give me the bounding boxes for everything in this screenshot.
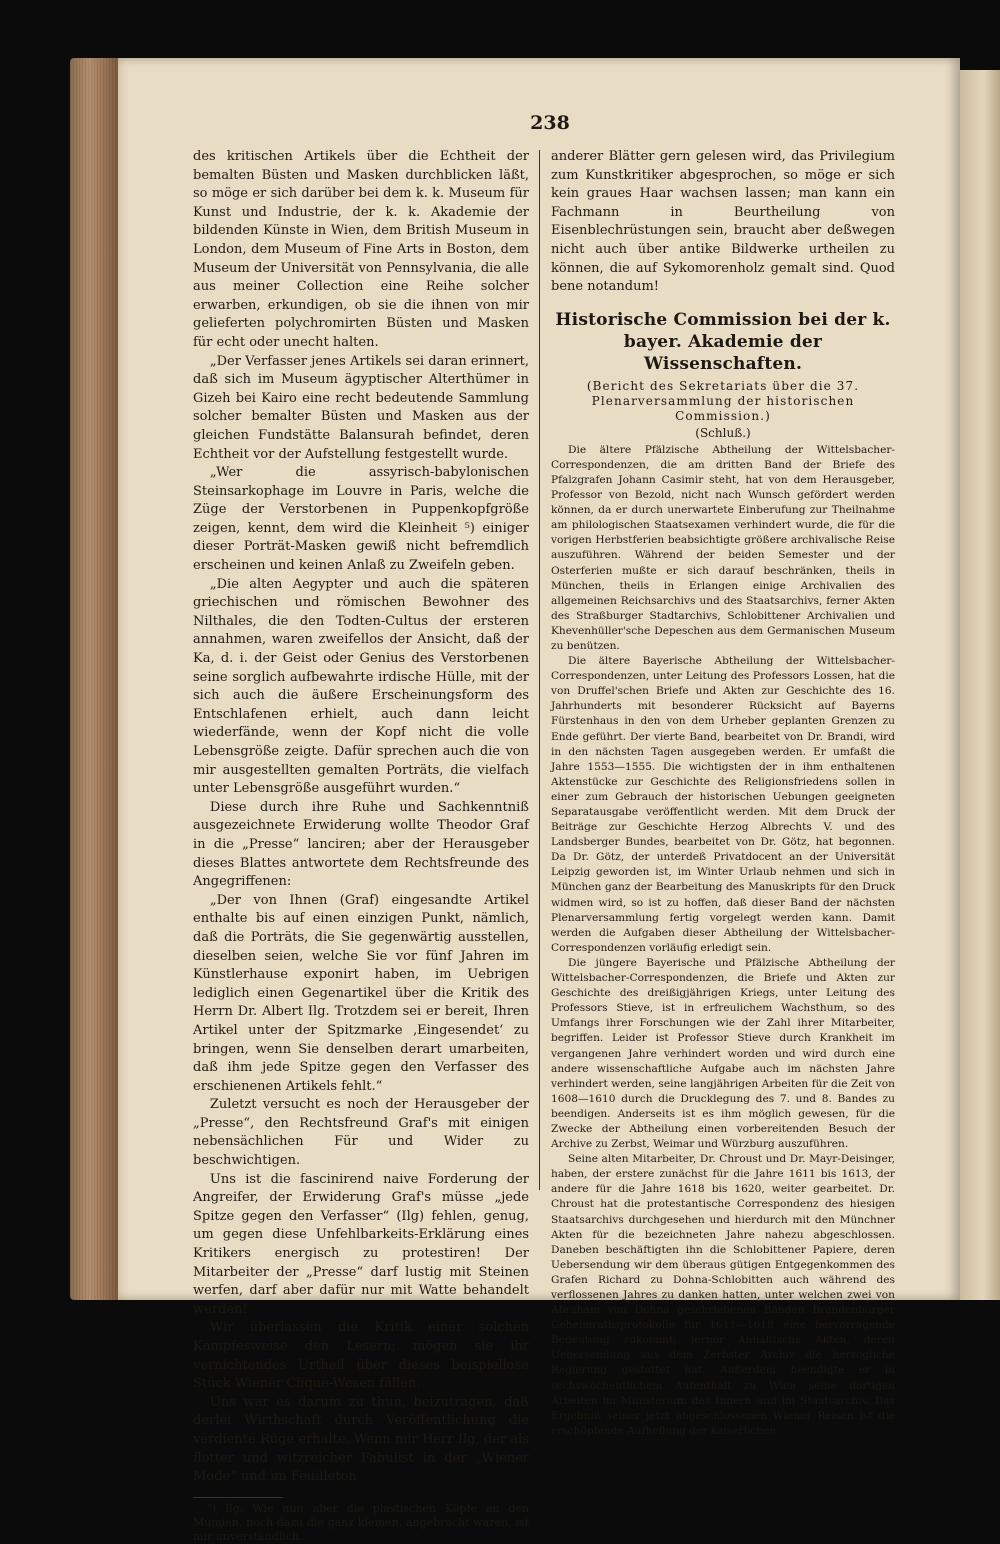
column-divider bbox=[539, 150, 540, 1190]
book-edge bbox=[70, 58, 118, 1300]
left-paragraph: Zuletzt versucht es noch der Herausgeber der „Presse“, den Rechtsfreund Graf's mit einigen nebensächlichen Für und Wider zu beschwichtigen. bbox=[193, 1097, 529, 1169]
report-paragraph: Die ältere Bayerische Abtheilung der Wittelsbacher-Correspondenzen, unter Leitung des Professors Lossen, hat die von Druffel'schen Briefe und Akten zur Geschichte des 16. Jahrhunderts mit besonderer Rücksicht auf Bayerns Fürstenhaus in den von dem Urheber geplanten Grenzen zu Ende geführt. Der vierte Band, bearbeitet von Dr. Brandi, wird in den nächsten Tagen ausgegeben werden. Er umfaßt die Jahre 1553—1555. Die wichtigsten der in ihm enthaltenen Aktenstücke zur Geschichte des Religionsfriedens sollen in einer zum Gebrauch der historischen Uebungen geeigneten Separatausgabe veröffentlicht werden. Mit dem Druck der Beiträge zur Geschichte Herzog Albrechts V. und des Landsberger Bundes, bearbeitet von Dr. Götz, hat begonnen. Da Dr. Götz, der unterdeß Privatdocent an der Universität Leipzig geworden ist, im Winter Urlaub nehmen und sich in München ganz der Bearbeitung des Manuskripts für den Druck widmen wird, so ist zu hoffen, daß dieser Band der nächsten Plenarversammlung fertig vorgelegt werden kann. Damit werden die Aufgaben dieser Abtheilung der Wittelsbacher-Correspondenzen vorläufig erledigt sein. bbox=[551, 655, 895, 954]
section-continuation-note: (Schluß.) bbox=[695, 425, 751, 440]
left-paragraph: „Der Verfasser jenes Artikels sei daran erinnert, daß sich im Museum ägyptischer Alterthümer in Gizeh bei Kairo eine recht bedeutende Sammlung solcher bemalter Büsten und Masken aus der gleichen Fundstätte Balansurah befindet, deren Echtheit vor der Aufstellung festgestellt wurde. bbox=[193, 353, 529, 462]
report-paragraph: Seine alten Mitarbeiter, Dr. Chroust und Dr. Mayr-Deisinger, haben, der erstere zunächst für die Jahre 1611 bis 1613, der andere für die Jahre 1618 bis 1620, weiter gearbeitet. Dr. Chroust hat die protestantische Correspondenz des hiesigen Staatsarchivs durchgesehen und hierdurch mit den Münchner Akten für die bezeichneten Jahre nahezu abgeschlossen. Daneben beschäftigten ihn die Schlobittener Papiere, deren Uebersendung wir dem überaus gütigen Entgegenkommen des Grafen Richard zu Dohna-Schlobitten auch während des verflossenen Jahres zu danken hatten, unter welchen zwei von Abraham von Dohna geschriebenen Bänden Brandenburger Geheimrathsprotokolle für 1611—1618 eine hervorragende Bedeutung zukommt; ferner Anhaltische Akten, deren Uebersendung aus dem Zerbster Archiv die herzogliche Regierung gestattet hat. Außerdem beendigte er in sechswöchentlichem Aufenthalt zu Wien seine dortigen Arbeiten im Ministerium des Innern und im Staatsarchiv. Das Ergebniß seiner jetzt abgeschlossenen Wiener Reisen ist die erschöpfende Aufhellung der kaiserlichen bbox=[551, 1153, 895, 1437]
report-paragraph: Die jüngere Bayerische und Pfälzische Abtheilung der Wittelsbacher-Correspondenzen, die Briefe und Akten zur Geschichte des dreißigjährigen Kriegs, unter Leitung des Professors Stieve, ist in erfreulichem Wachsthum, so des Umfangs ihrer Forschungen wie der Zahl ihrer Mitarbeiter, begriffen. Leider ist Professor Stieve durch Krankheit im vergangenen Jahre verhindert worden und wird durch eine andere wissenschaftliche Aufgabe auch im nächsten Jahre verhindert werden, seine langjährigen Arbeiten für die Zeit von 1608—1610 durch die Drucklegung des 7. und 8. Bandes zu beendigen. Anderseits ist es ihm möglich gewesen, für die Zwecke der Abtheilung einen vorbereitenden Besuch der Archive zu Zerbst, Weimar und Würzburg auszuführen. bbox=[551, 956, 895, 1151]
footnote-rule bbox=[193, 1497, 283, 1498]
left-paragraph: Uns ist die fascinirend naive Forderung der Angreifer, der Erwiderung Graf's müsse „jede Spitze gegen den Verfasser“ (Ilg) fehlen, genug, um gegen diese Unfehlbarkeits-Erklärung eines Kritikers energisch zu protestiren! Der Mitarbeiter der „Presse“ darf lustig mit Steinen werfen, darf aber dafür nur mit Watte behandelt werden! bbox=[193, 1171, 529, 1317]
left-paragraph: „Die alten Aegypter und auch die späteren griechischen und römischen Bewohner des Nilthales, die den Todten-Cultus der ersteren annahmen, waren zweifellos der Ansicht, daß der Ka, d. i. der Geist oder Genius des Verstorbenen seine sorglich aufbewahrte irdische Hülle, mit der sich auch die äußere Erscheinungsform des Entschlafenen erhielt, auch dann leicht wiederfände, wenn der Kopf nicht die volle Lebensgröße zeigte. Dafür sprechen auch die von mir ausgestellten gemalten Porträts, die vielfach unter Lebensgröße ausgeführt wurden.“ bbox=[193, 576, 529, 797]
report-paragraph: Die ältere Pfälzische Abtheilung der Wittelsbacher-Correspondenzen, die am dritten Band der Briefe des Pfalzgrafen Johann Casimir steht, hat von dem Herausgeber, Professor von Bezold, nicht nach Wunsch gefördert werden können, da er durch unerwartete Einberufung zur Theilnahme am philologischen Staatsexamen verhindert wurde, die für die vorigen Herbstferien beabsichtigte größere archivalische Reise auszuführen. Während der beiden Semester und der Osterferien mußte er sich darauf beschränken, theils in München, theils in Erlangen einige Archivalien des allgemeinen Reichsarchivs und des Staatsarchivs, ferner Akten des Straßburger Stadtarchivs, Schlobittener Archivalien und Khevenhüller'sche Depeschen aus dem Germanischen Museum zu benützen. bbox=[551, 443, 895, 652]
left-column bbox=[193, 148, 529, 1544]
left-paragraph: Wir überlassen die Kritik einer solchen Kampfesweise den Lesern; mögen sie ihr vernichtendes Urtheil über dieses beispiellose Stück Wiener Clique-Wesen fällen. bbox=[193, 1320, 529, 1392]
right-intro-paragraph: anderer Blätter gern gelesen wird, das Privilegium zum Kunstkritiker abgesprochen, so möge er sich kein graues Haar wachsen lassen; man kann ein Fachmann in Beurtheilung von Eisenblechrüstungen sein, braucht aber deßwegen nicht auch über antike Bildwerke urtheilen zu können, die auf Sykomorenholz gemalt sind. Quod bene notandum! bbox=[551, 149, 895, 295]
left-paragraph: des kritischen Artikels über die Echtheit der bemalten Büsten und Masken durchblicken läßt, so möge er sich darüber bei dem k. k. Museum für Kunst und Industrie, der k. k. Akademie der bildenden Künste in Wien, dem British Museum in London, dem Museum of Fine Arts in Boston, dem Museum der Universität von Pennsylvania, die alle aus meiner Collection eine Reihe solcher erwarben, erkundigen, ob sie die ihnen von mir gelieferten polychromirten Büsten und Masken für echt oder unecht halten. bbox=[193, 149, 529, 350]
left-paragraph: Diese durch ihre Ruhe und Sachkenntniß ausgezeichnete Erwiderung wollte Theodor Graf in die „Presse“ lanciren; aber der Herausgeber dieses Blattes antwortete dem Rechtsfreunde des Angegriffenen: bbox=[193, 799, 529, 890]
next-page-edge bbox=[958, 70, 1000, 1300]
section-title: Historische Commission bei der k. bayer. Akademie der Wissenschaften. bbox=[555, 309, 891, 374]
left-paragraph: „Wer die assyrisch-babylonischen Steinsarkophage im Louvre in Paris, welche die Züge der Verstorbenen in Puppenkopfgröße zeigen, kennt, dem wird die Kleinheit ⁵) einiger dieser Porträt-Masken gewiß nicht befremdlich erscheinen und keinen Anlaß zu Zweifeln geben. bbox=[193, 465, 529, 574]
footnote: ⁵) Ilg: Wie nun aber die plastischen Köpfe an den Mumien, noch dazu die ganz kleinen, angebracht waren, ist mir unverständlich. bbox=[193, 1501, 529, 1543]
left-paragraph: „Der von Ihnen (Graf) eingesandte Artikel enthalte bis auf einen einzigen Punkt, nämlich, daß die Porträts, die Sie gegenwärtig ausstellen, dieselben seien, welche Sie vor fünf Jahren im Künstlerhause exponirt haben, im Uebrigen lediglich einen Gegenartikel über die Kritik des Herrn Dr. Albert Ilg. Trotzdem sei er bereit, Ihren Artikel unter der Spitzmarke ‚Eingesendet‘ zu bringen, wenn Sie denselben derart umarbeiten, daß ihm jede Spitze gegen den Verfasser des erschienenen Artikels fehlt.“ bbox=[193, 892, 529, 1094]
page-number: 238 bbox=[530, 112, 570, 134]
left-paragraph: Uns war es darum zu thun, beizutragen, daß derlei Wirthschaft durch Veröffentlichung die verdiente Rüge erhalte. Wenn mir Herr Ilg, der als flotter und witzreicher Fabulist in der „Wiener Mode“ und im Feuilleton bbox=[193, 1394, 529, 1485]
section-subtitle: (Bericht des Sekretariats über die 37. Plenarversammlung der historischen Commission.) bbox=[586, 378, 860, 423]
right-column bbox=[551, 148, 895, 1439]
report-body bbox=[551, 443, 895, 1439]
